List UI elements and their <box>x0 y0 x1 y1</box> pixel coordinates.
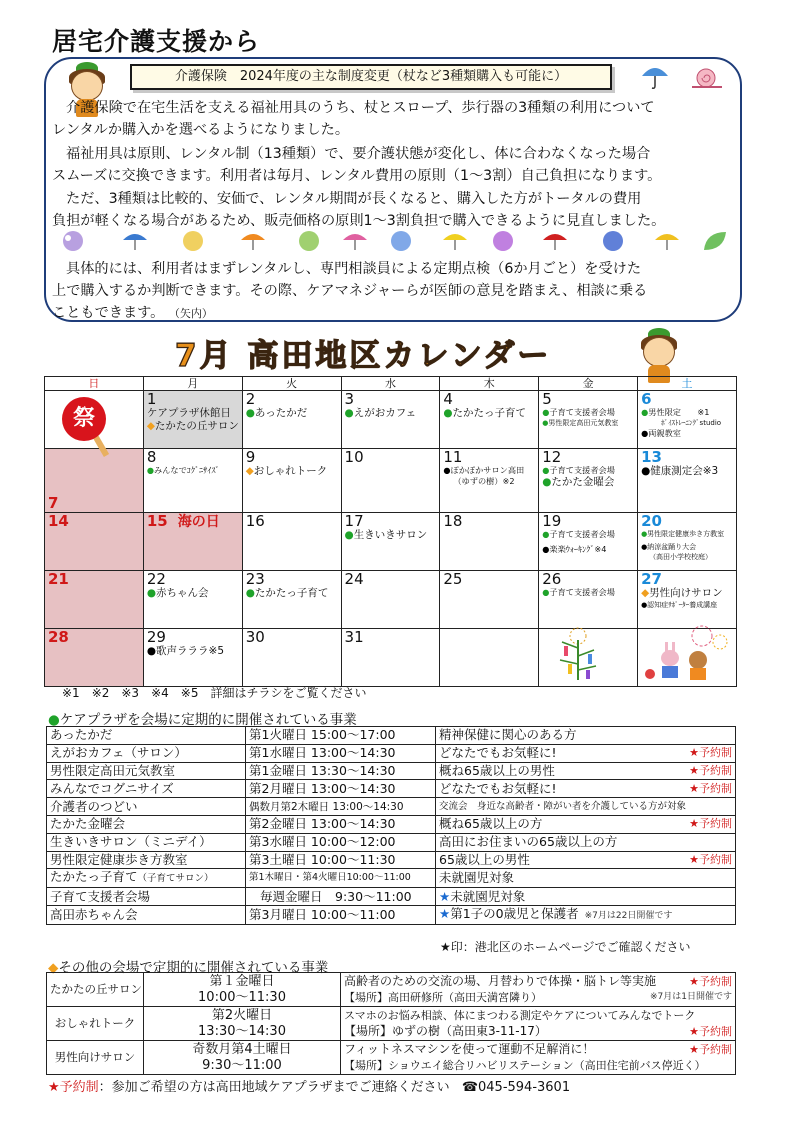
table-row: 男性向けサロン 奇数月第4土曜日 9:30～11:00 フィットネスマシンを使って運動不足解消に！ ★予約制 【場所】ショウエイ総合リハビリステーション（高田住宅前バス停近く） <box>47 1041 736 1075</box>
table-row: 生きいきサロン（ミニデイ） 第3水曜日 10:00～12:00 高田にお住まいの65歳以上の方 <box>47 833 736 851</box>
hydrangea-icon <box>488 228 518 254</box>
week-row-2 <box>45 449 737 513</box>
calendar-cell-30: 30 <box>242 629 341 687</box>
paragraph-1-line-2: レンタルか購入かを選べるようになりました。 <box>52 122 350 138</box>
calendar-cell-9: 9 ◆おしゃれトーク <box>242 449 341 513</box>
calendar-cell-6: 6 ●男性限定 ※1 ﾎﾞｲｽﾄﾚｰﾆﾝｸﾞstudio ●両親教室 <box>638 391 737 449</box>
table-row: 男性限定高田元気教室 第1金曜日 13:30～14:30 概ね65歳以上の男性 ★予約制 <box>47 762 736 780</box>
reserve-badge: ★予約制 <box>689 746 732 760</box>
weekday-sun: 日 <box>45 377 144 391</box>
calendar-cell-16: 16 <box>242 513 341 571</box>
calendar-cell-14: 14 <box>45 513 144 571</box>
weekday-tue: 火 <box>242 377 341 391</box>
phone-number: ☎045-594-3601 <box>461 1080 571 1095</box>
table-row: 男性限定健康歩き方教室 第3土曜日 10:00～11:30 65歳以上の男性 ★予約制 <box>47 851 736 869</box>
weekday-fri: 金 <box>539 377 638 391</box>
article-banner: 介護保険 2024年度の主な制度変更（杖など3種類購入も可能に） <box>130 64 612 90</box>
reserve-badge: ★予約制 <box>689 781 732 795</box>
week-row-5 <box>45 629 737 687</box>
snail-icon <box>690 66 724 90</box>
table-row: たかた金曜会 第2金曜日 13:00～14:30 概ね65歳以上の方 ★予約制 <box>47 815 736 833</box>
regular-events-table <box>46 726 736 925</box>
calendar-cell-24: 24 <box>341 571 440 629</box>
hydrangea-icon <box>294 228 324 254</box>
calendar-cell-23: 23 ●たかたっ子育て <box>242 571 341 629</box>
umbrella-icon <box>640 64 670 90</box>
paragraph-2-line-2: スムーズに交換できます。利用者は毎月、レンタル費用の原則（1～3割）自己負担になります。 <box>52 168 662 184</box>
reserve-badge: ★予約制 <box>689 817 732 831</box>
reservation-legend: ★印：港北区のホームページでご確認ください <box>440 940 691 954</box>
calendar-cell-3: 3 ●えがおカフェ <box>341 391 440 449</box>
paragraph-4-line-1: 具体的には、利用者はまずレンタルし、専門相談員による定期点検（6か月ごと）を受けた <box>66 261 642 277</box>
calendar-cell-5: 5 ●子育て支援者会場 ●男性限定高田元気教室 <box>539 391 638 449</box>
footer-note: ★予約制：参加ご希望の方は高田地域ケアプラザまでご連絡ください ☎045-594-3601 <box>48 1080 571 1095</box>
paragraph-4-line-3: こともできます。 （矢内） <box>52 305 213 321</box>
umbrella-icon <box>652 228 682 254</box>
reserve-badge: ★予約制 <box>689 852 732 866</box>
table-row: あったかだ 第1火曜日 15:00～17:00 精神保健に関心のある方 <box>47 727 736 745</box>
calendar-cell-26: 26 ●子育て支援者会場 <box>539 571 638 629</box>
hydrangea-icon <box>386 228 416 254</box>
paragraph-3-line-2: 負担が軽くなる場合があるため、販売価格の原則1～3割負担で購入できるように見直しました。 <box>52 213 666 229</box>
calendar-cell-29: 29 ●歌声ラララ※5 <box>143 629 242 687</box>
reserve-badge: ★予約制 <box>689 1043 732 1056</box>
table-row: 高田赤ちゃん会 第3月曜日 10:00～11:00 ★第1子の0歳児と保護者 ※7月は22日開催です <box>47 906 736 925</box>
festival-fan-icon: 祭 <box>62 397 114 449</box>
other-events-table <box>46 972 736 1075</box>
paragraph-4-line-2: 上で購入するか判断できます。その際、ケアマネジャーらが医師の意見を踏まえ、相談に乗る <box>52 283 648 299</box>
calendar-cell-8: 8 ●みんなでｺｸﾞﾆｻｲｽﾞ <box>143 449 242 513</box>
table-row: 子育て支援者会場 毎週金曜日 9:30～11:00 ★未就園児対象 <box>47 888 736 906</box>
calendar-cell-11: 11 ●ぽかぽかサロン高田 （ゆずの樹）※2 <box>440 449 539 513</box>
calendar-cell-2: 2 ●あったかだ <box>242 391 341 449</box>
calendar-cell-28: 28 <box>45 629 144 687</box>
hydrangea-icon <box>58 228 88 254</box>
decoration-row <box>48 228 738 256</box>
table-row: たかたの丘サロン 第１金曜日 10:00～11:30 高齢者のための交流の場、月替わりで体操・脳トレ等実施 ★予約制 【場所】高田研修所（高田天満宮隣り） ※7月は1日開催です <box>47 973 736 1007</box>
calendar-cell-13: 13 ●健康測定会※3 <box>638 449 737 513</box>
calendar-cell-19: 19 ●子育て支援者会場 ●楽楽ｳｫｰｷﾝｸﾞ※4 <box>539 513 638 571</box>
hydrangea-icon <box>598 228 628 254</box>
hydrangea-icon <box>178 228 208 254</box>
calendar-cell-15: 15 海の日 <box>143 513 242 571</box>
week-row-1 <box>45 391 737 449</box>
weekday-wed: 水 <box>341 377 440 391</box>
calendar-table <box>44 376 737 687</box>
reserve-badge: ★予約制 <box>689 1024 732 1038</box>
weekday-thu: 木 <box>440 377 539 391</box>
paragraph-2-line-1: 福祉用具は原則、レンタル制（13種類）で、要介護状態が変化し、体に合わなくなった場合 <box>66 146 651 162</box>
calendar-cell-25: 25 <box>440 571 539 629</box>
other-events-heading: ◆その他の会場で定期的に開催されている事業 <box>48 960 329 976</box>
paragraph-1-line-1: 介護保険で在宅生活を支える福祉用具のうち、杖とスロープ、歩行器の3種類の利用について <box>66 100 655 116</box>
table-row: 介護者のつどい 偶数月第2木曜日 13:00～14:30 交流会 身近な高齢者・障がい者を介護している方が対象 <box>47 798 736 816</box>
leaf-icon <box>700 228 730 254</box>
calendar-cell-1: 1 ケアプラザ休館日 ◆たかたの丘サロン <box>143 391 242 449</box>
calendar-cell-empty <box>440 629 539 687</box>
umbrella-icon <box>340 228 370 254</box>
calendar-cell-4: 4 ●たかたっ子育て <box>440 391 539 449</box>
calendar-cell-22: 22 ●赤ちゃん会 <box>143 571 242 629</box>
reserve-badge: ★予約制 <box>689 975 732 988</box>
table-row: たかたっ子育て（子育てサロン） 第1木曜日・第4火曜日10:00～11:00 未就園児対象 <box>47 869 736 888</box>
week-row-4 <box>45 571 737 629</box>
table-row: えがおカフェ（サロン） 第1水曜日 13:00～14:30 どなたでもお気軽に! ★予約制 <box>47 744 736 762</box>
calendar-cell-7: 7 <box>45 449 144 513</box>
weekday-header-row <box>45 377 737 391</box>
umbrella-icon <box>120 228 150 254</box>
calendar-cell-31: 31 <box>341 629 440 687</box>
calendar-cell-18: 18 <box>440 513 539 571</box>
holiday-label: 海の日 <box>177 514 220 530</box>
summer-festival-illustration <box>640 624 734 682</box>
reserve-badge: ★予約制 <box>689 763 732 777</box>
calendar-cell-21: 21 <box>45 571 144 629</box>
article-author: （矢内） <box>168 307 213 320</box>
paragraph-3-line-1: ただ、3種類は比較的、安価で、レンタル期間が長くなると、購入した方がトータルの費用 <box>66 191 642 207</box>
calendar-cell-27: 27 ◆男性向けサロン ●認知症ｻﾎﾟｰﾀｰ養成講座 <box>638 571 737 629</box>
table-row: みんなでコグニサイズ 第2月曜日 13:00～14:30 どなたでもお気軽に! ★予約制 <box>47 780 736 798</box>
week-row-3 <box>45 513 737 571</box>
calendar-cell-10: 10 <box>341 449 440 513</box>
tanabata-bamboo-icon <box>548 626 608 682</box>
weekday-sat: 土 <box>638 377 737 391</box>
calendar-notes: ※1 ※2 ※3 ※4 ※5 詳細はチラシをご覧ください <box>62 686 367 700</box>
calendar-cell-17: 17 ●生きいきサロン <box>341 513 440 571</box>
calendar-title: 7月 高田地区カレンダー <box>175 338 552 374</box>
table-row: おしゃれトーク 第2火曜日 13:30～14:30 スマホのお悩み相談、体にまつわる測定やケアについてみんなでトーク 【場所】ゆずの樹（高田東3-11-17） ★予約制 <box>47 1007 736 1041</box>
regular-events-heading: ●ケアプラザを会場に定期的に開催されている事業 <box>48 712 357 728</box>
umbrella-icon <box>540 228 570 254</box>
calendar-cell-12: 12 ●子育て支援者会場 ●たかた金曜会 <box>539 449 638 513</box>
section-title: 居宅介護支援から <box>52 27 261 56</box>
umbrella-icon <box>440 228 470 254</box>
calendar-cell-20: 20 ●男性限定健康歩き方教室 ●納涼盆踊り大会 （高田小学校校庭） <box>638 513 737 571</box>
umbrella-icon <box>238 228 268 254</box>
weekday-mon: 月 <box>143 377 242 391</box>
